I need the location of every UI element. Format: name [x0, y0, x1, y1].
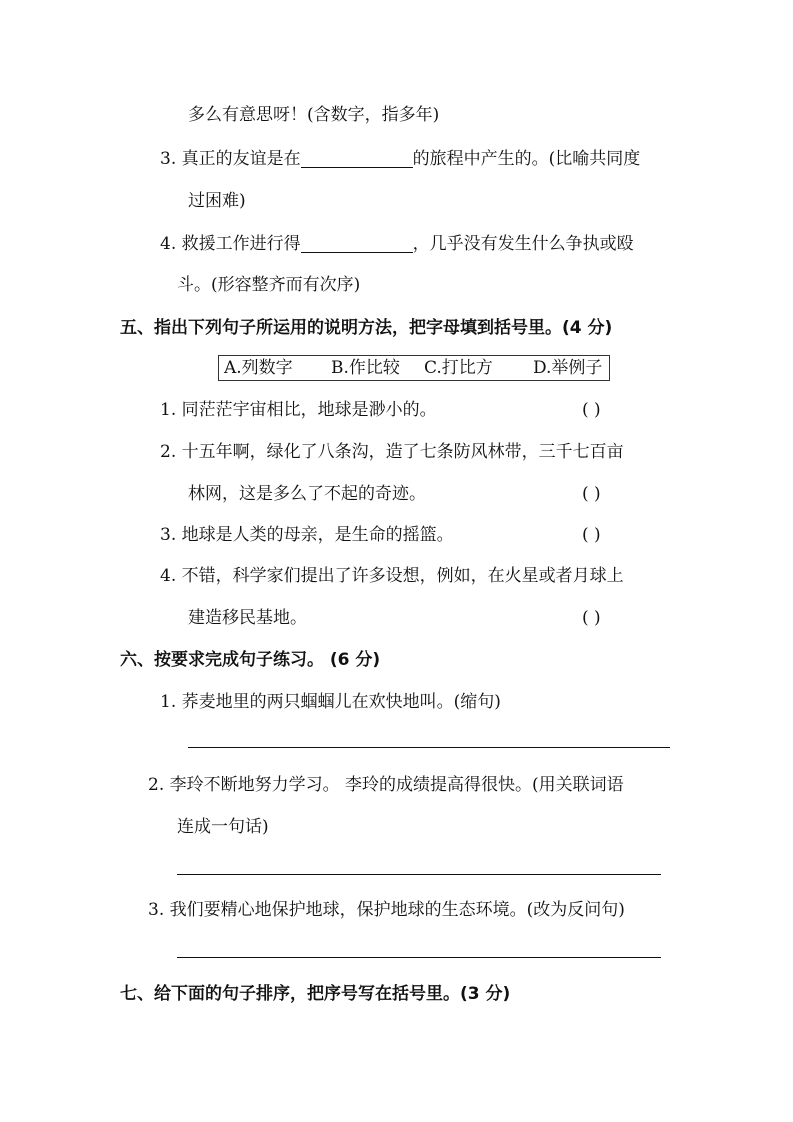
section5-item1: 1. 同茫茫宇宙相比，地球是渺小的。: [160, 400, 437, 420]
section4-item3-continuation: 过困难): [188, 191, 246, 211]
section4-item3-prefix: 3. 真正的友谊是在: [160, 149, 301, 169]
section7-heading: 七、给下面的句子排序，把序号写在括号里。(3 分): [120, 984, 511, 1004]
option-b: B.作比较: [331, 358, 400, 378]
section5-item2-continuation: 林网，这是多么了不起的奇迹。: [188, 484, 426, 504]
answer-paren-2[interactable]: ( ): [582, 484, 601, 504]
option-c: C.打比方: [424, 358, 493, 378]
section5-item2: 2. 十五年啊，绿化了八条沟，造了七条防风林带，三千七百亩: [160, 442, 624, 462]
section5-heading: 五、指出下列句子所运用的说明方法，把字母填到括号里。(4 分): [120, 318, 613, 338]
section6-item3: 3. 我们要精心地保护地球，保护地球的生态环境。(改为反问句): [148, 900, 625, 920]
section6-heading: 六、按要求完成句子练习。 (6 分): [120, 650, 381, 670]
answer-line-1[interactable]: [188, 747, 670, 748]
section4-item4-prefix: 4. 救援工作进行得: [160, 234, 301, 254]
answer-paren-4[interactable]: ( ): [582, 608, 601, 628]
section4-item3: [160, 147, 640, 171]
answer-line-2[interactable]: [177, 874, 661, 875]
section6-item2-continuation: 连成一句话): [177, 817, 269, 837]
section4-item4-suffix: ，几乎没有发生什么争执或殴: [412, 234, 634, 254]
section6-item2: 2. 李玲不断地努力学习。 李玲的成绩提高得很快。(用关联词语: [148, 775, 624, 795]
option-d: D.举例子: [533, 358, 603, 378]
section4-item2-continuation: 多么有意思呀！(含数字，指多年): [188, 105, 440, 125]
section4-item4: [160, 232, 634, 256]
answer-line-3[interactable]: [177, 957, 661, 958]
section5-item4-continuation: 建造移民基地。: [188, 608, 307, 628]
section6-item1: 1. 荞麦地里的两只蝈蝈儿在欢快地叫。(缩句): [160, 692, 501, 712]
option-a: A.列数字: [224, 358, 293, 378]
section5-item3: 3. 地球是人类的母亲，是生命的摇篮。: [160, 525, 454, 545]
options-box: [218, 355, 610, 381]
section4-item4-blank[interactable]: [301, 234, 413, 253]
section4-item4-continuation: 斗。(形容整齐而有次序): [177, 275, 361, 295]
section4-item3-suffix: 的旅程中产生的。(比喻共同度: [412, 149, 641, 169]
section4-item3-blank[interactable]: [301, 149, 413, 168]
answer-paren-3[interactable]: ( ): [582, 525, 601, 545]
answer-paren-1[interactable]: ( ): [582, 400, 601, 420]
section5-item4: 4. 不错，科学家们提出了许多设想，例如，在火星或者月球上: [160, 566, 624, 586]
